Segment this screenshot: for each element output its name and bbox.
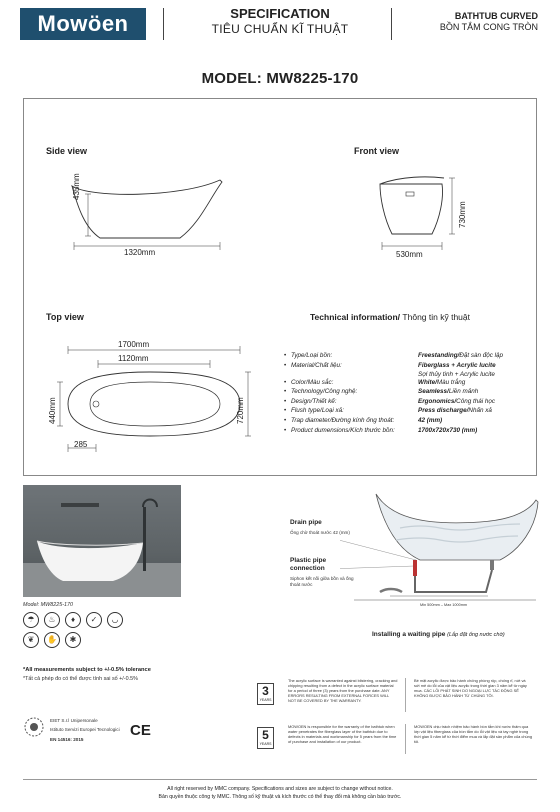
thumb-icon: ✓ <box>86 612 102 628</box>
top-outer-length-dim: 1700mm <box>118 340 150 349</box>
tech-row-value-line2: Sợi thủy tinh + Acrylic lucite <box>418 371 495 379</box>
top-offset-dim: 285 <box>74 440 88 449</box>
bullet-icon: • <box>284 407 287 415</box>
photo-caption: Model: MW8225-170 <box>23 602 74 608</box>
warranty-3-badge <box>257 683 274 705</box>
bullet-icon: • <box>284 378 287 386</box>
drain-pipe-desc: Ống chờ thoát nước 42 (mm) <box>290 530 350 535</box>
tech-row-value <box>418 351 534 361</box>
front-view-label: Front view <box>354 146 400 156</box>
tech-row-label-vi: Thiết kế: <box>312 397 337 405</box>
warranty-3-en: The acrylic surface is warranted against blistering, cracking and chipping resulting from a defect in the acrylic surface material for a period of three (3) years from the purchase date. ANY ERRORS RESULTING FROM EXTERNAL FORCES WILL NOT BE COVERED BY THE WARRANTY. <box>288 678 398 703</box>
bullet-icon: • <box>284 388 287 396</box>
front-height-dim: 730mm <box>458 201 467 228</box>
product-photo <box>23 485 181 597</box>
brand-logo: Mowöen <box>20 8 146 40</box>
install-caption <box>372 631 505 638</box>
tech-row-value-en: White/ <box>418 378 437 386</box>
bullet-icon: • <box>284 417 287 424</box>
install-caption-vi: (Lắp đặt ống nước chờ) <box>447 632 505 638</box>
tech-row-label-en: Design/ <box>291 397 313 405</box>
warranty-3-years: 3 <box>262 684 269 698</box>
tech-row-value <box>418 406 534 416</box>
tech-row-label-vi: Kích thước bồn: <box>350 426 395 434</box>
side-view-label: Side view <box>46 146 88 156</box>
warranty-5-vi: MOWOEN chịu trách nhiệm bảo hành bồn tắm khi nước thấm qua lớp vật liệu fiberglass của bồn tắm do lỗi vật liệu và tay nghề trong thời gian 5 năm kể từ thời điểm mua và lắp đặt sản phẩm của chúng tôi. <box>414 724 533 744</box>
tech-row-value <box>418 378 534 388</box>
bullet-icon: • <box>284 397 287 405</box>
header-divider-right <box>391 8 392 40</box>
shower-icon: ☂ <box>23 612 39 628</box>
model-title: MODEL: MW8225-170 <box>201 70 359 87</box>
tech-row-label-en: Flush type/ <box>291 407 322 415</box>
tech-row-label-en: Product dumensions/ <box>291 426 351 434</box>
tech-row-label <box>291 361 417 371</box>
tech-row-label-en: Color/ <box>291 378 308 386</box>
warranty-5-unit: YEARS <box>259 742 272 746</box>
tech-row-label-en: Material/ <box>291 361 316 369</box>
footer-en: All right reserved by MMC company. Specifications and sizes are subject to change without notice. <box>167 786 393 792</box>
warranty-5-en: MOWOEN is responsible for the warranty of the bathtub when water penetrates the fiberglass layer of the bathtub due to defects in materials and workmanship for 5 years from the time of purchase and installation of our product. <box>288 724 397 744</box>
tech-row-value-en: 1700x720x730 (mm) <box>418 426 478 434</box>
top-inner-width-dim: 440mm <box>48 397 57 424</box>
tech-info-title-en: Technical information/ <box>310 312 401 322</box>
spec-subtitle: TIÊU CHUẨN KĨ THUẬT <box>211 22 349 36</box>
warranty-5-years: 5 <box>262 728 269 742</box>
tech-row-label <box>291 416 417 426</box>
plastic-pipe-title: Plastic pipe connection <box>290 557 327 572</box>
tech-row-value <box>418 416 534 426</box>
top-outer-width-dim: 720mm <box>236 397 245 424</box>
side-length-dim: 1320mm <box>124 248 156 257</box>
tech-row-value-vi: Đặt sàn độc lập <box>459 352 504 359</box>
tech-row-label-en: Technology/ <box>291 388 325 396</box>
bacteria-icon: ✱ <box>65 632 81 648</box>
bullet-icon: • <box>284 426 287 434</box>
flame-icon: ♨ <box>44 612 60 628</box>
install-diagram <box>340 488 540 618</box>
tech-row-label-vi: Màu sắc: <box>307 378 334 386</box>
tech-row-label-vi: Loại bồn: <box>306 352 333 359</box>
front-width-dim: 530mm <box>396 250 423 259</box>
tolerance-vi: *Tất cả phép đo có thể được tính sai số +/-0.5% <box>23 676 138 682</box>
plastic-pipe-desc: Siphon kết nối giữa bồn và ống thoát nước <box>290 576 354 587</box>
warranty-3-unit: YEARS <box>259 698 272 702</box>
cert-line1: EIET S.r.l Unipersonale <box>50 718 98 723</box>
tech-row-label-vi: Loại xả: <box>321 407 344 415</box>
tech-row-value-en: Ergonomics/ <box>418 397 457 405</box>
cert-line3: EN 14516: 2015 <box>50 737 84 742</box>
header-divider-left <box>163 8 164 40</box>
tech-row-value-en: 42 (mm) <box>418 417 443 424</box>
cert-line2: Istituto Servizi Europei Tecnologici <box>50 727 120 732</box>
tech-info-title-vi: Thông tin kỹ thuật <box>402 312 470 322</box>
tolerance-en: *All measurements subject to +/-0.5% tolerance <box>23 667 151 673</box>
category-en: BATHTUB CURVED <box>454 11 538 21</box>
leaf-icon: ❦ <box>23 632 39 648</box>
top-view-drawing <box>40 338 260 458</box>
tech-row-value-vi: Nhấn xả <box>468 407 492 415</box>
tech-row-value-vi: Màu trắng <box>436 378 466 386</box>
tech-row-label <box>291 397 417 407</box>
tech-row-value <box>418 426 534 436</box>
tech-row-value-en: Freestanding/ <box>418 352 460 359</box>
tub-icon: ◡ <box>107 612 123 628</box>
tech-row-label-vi: Công nghệ: <box>324 388 358 396</box>
bullet-icon: • <box>284 352 287 359</box>
install-caption-en: Installing a waiting pipe <box>372 631 446 638</box>
tech-row-value-en: Seamless/ <box>418 388 449 396</box>
drop-icon: ♦ <box>65 612 81 628</box>
tech-row-label <box>291 378 417 388</box>
tech-row-value <box>418 397 534 407</box>
tech-row-label <box>291 351 417 361</box>
tech-row-value-en: Fiberglass + Acrylic lucite <box>418 361 496 369</box>
ce-mark: CE <box>130 722 151 739</box>
top-view-label: Top view <box>46 312 84 322</box>
top-inner-length-dim: 1120mm <box>118 354 149 363</box>
hand-icon: ✋ <box>44 632 60 648</box>
spec-title: SPECIFICATION <box>230 6 330 21</box>
tech-row-label-en: Trap diameter/ <box>291 417 332 424</box>
footer-vi: Bản quyền thuộc công ty MMC. Thông số kỹ thuật và kích thước có thể thay đổi mà không cần báo trước. <box>158 794 402 800</box>
cert-mark-icon <box>23 716 45 738</box>
tech-row-label <box>291 406 417 416</box>
warranty-5-badge <box>257 727 274 749</box>
tech-row-value <box>418 387 534 397</box>
tech-row-label-vi: Chất liệu: <box>315 361 342 369</box>
tech-info-title <box>310 312 470 322</box>
tech-row-value-vi: Liền mảnh <box>448 388 479 396</box>
warranty-3-divider <box>405 678 406 712</box>
bullet-icon: • <box>284 361 287 369</box>
tech-row-value-en: Press discharge/ <box>418 407 469 415</box>
tech-row-value-vi: Công thái học <box>456 397 495 405</box>
warranty-5-divider <box>405 724 406 754</box>
tech-row-label <box>291 426 417 436</box>
warranty-3-vi: Bề mặt acrylic được bảo hành chống phồng rộp, chống rỉ, nứt và sứt mẻ do lỗi của vật liệu acrylic trong thời gian 3 năm kể từ ngày mua. CÁC LỖI PHÁT SINH DO NGOẠI LỰC TÁC ĐỘNG SẼ KHÔNG ĐƯỢC BẢO HÀNH TỪ CHÚNG TÔI. <box>414 678 527 698</box>
footer-divider <box>23 779 537 780</box>
tech-row-label-en: Type/ <box>291 352 307 359</box>
pipe-range-label: Min 500mm – Max 1000mm <box>420 603 468 607</box>
side-height-dim: 435mm <box>72 173 81 200</box>
tech-row-label-vi: Đường kính ống thoát: <box>331 417 395 424</box>
category-vi: BỒN TẮM CONG TRÒN <box>439 22 538 32</box>
tech-row-label <box>291 387 417 397</box>
drain-pipe-title: Drain pipe <box>290 519 322 526</box>
